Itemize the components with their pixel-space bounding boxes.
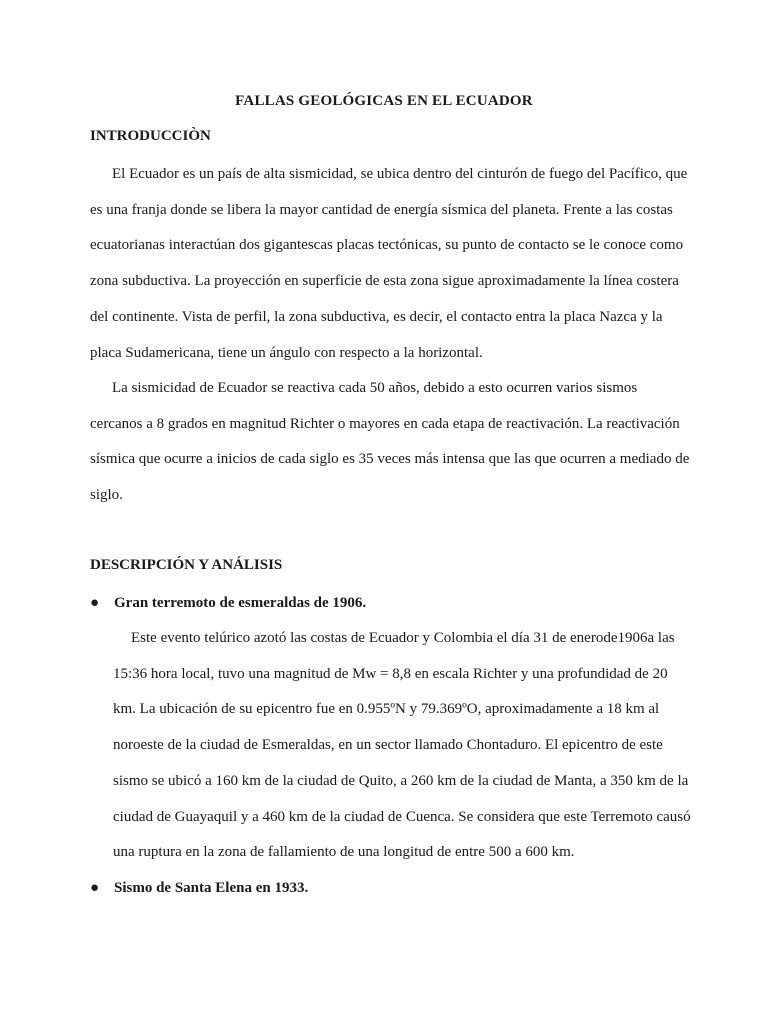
intro-paragraph-2: La sismicidad de Ecuador se reactiva cada 50 años, debido a esto ocurren varios sismos cercanos a 8 grados en magnitud Richter o mayores en cada etapa de reactivación. La reactivación sísmica que ocurre a inicios de cada siglo es 35 veces más intensa que las que ocurren a mediado de siglo.: [90, 380, 690, 504]
bullet-icon: ●: [90, 595, 100, 611]
bullet-icon: ●: [90, 880, 100, 896]
section-heading-descripcion: DESCRIPCIÓN Y ANÁLISIS: [90, 557, 283, 573]
esmeraldas-paragraph: Este evento telúrico azotó las costas de Ecuador y Colombia el día 31 de enerode1906a las 15:36 hora local, tuvo una magnitud de Mw = 8,8 en escala Richter y una profundidad de 20 km. La ubicación de su epicentro fue en 0.955ºN y 79.369ºO, aproximadamente a 18 km al noroeste de la ciudad de Esmeraldas, en un sector llamado Chontaduro. El epicentro de este sismo se ubicó a 160 km de la ciudad de Quito, a 260 km de la ciudad de Manta, a 350 km de la ciudad de Guayaquil y a 460 km de la ciudad de Cuenca. Se considera que este Terremoto causó una ruptura en la zona de fallamiento de una longitud de entre 500 a 600 km.: [113, 630, 691, 861]
list-item-label: Sismo de Santa Elena en 1933.: [114, 880, 309, 896]
document-title: FALLAS GEOLÓGICAS EN EL ECUADOR: [235, 93, 533, 109]
list-item-label: Gran terremoto de esmeraldas de 1906.: [114, 595, 367, 611]
section-heading-introduccion: INTRODUCCIÒN: [90, 128, 211, 144]
intro-paragraph-1: El Ecuador es un país de alta sismicidad, se ubica dentro del cinturón de fuego del Pacífico, que es una franja donde se libera la mayor cantidad de energía sísmica del planeta. Frente a las costas ecuatorianas interactúan dos gigantescas placas tectónicas, su punto de contacto se le conoce como zona subductiva. La proyección en superficie de esta zona sigue aproximadamente la línea costera del continente. Vista de perfil, la zona subductiva, es decir, el contacto entra la placa Nazca y la placa Sudamericana, tiene un ángulo con respecto a la horizontal.: [90, 166, 688, 361]
